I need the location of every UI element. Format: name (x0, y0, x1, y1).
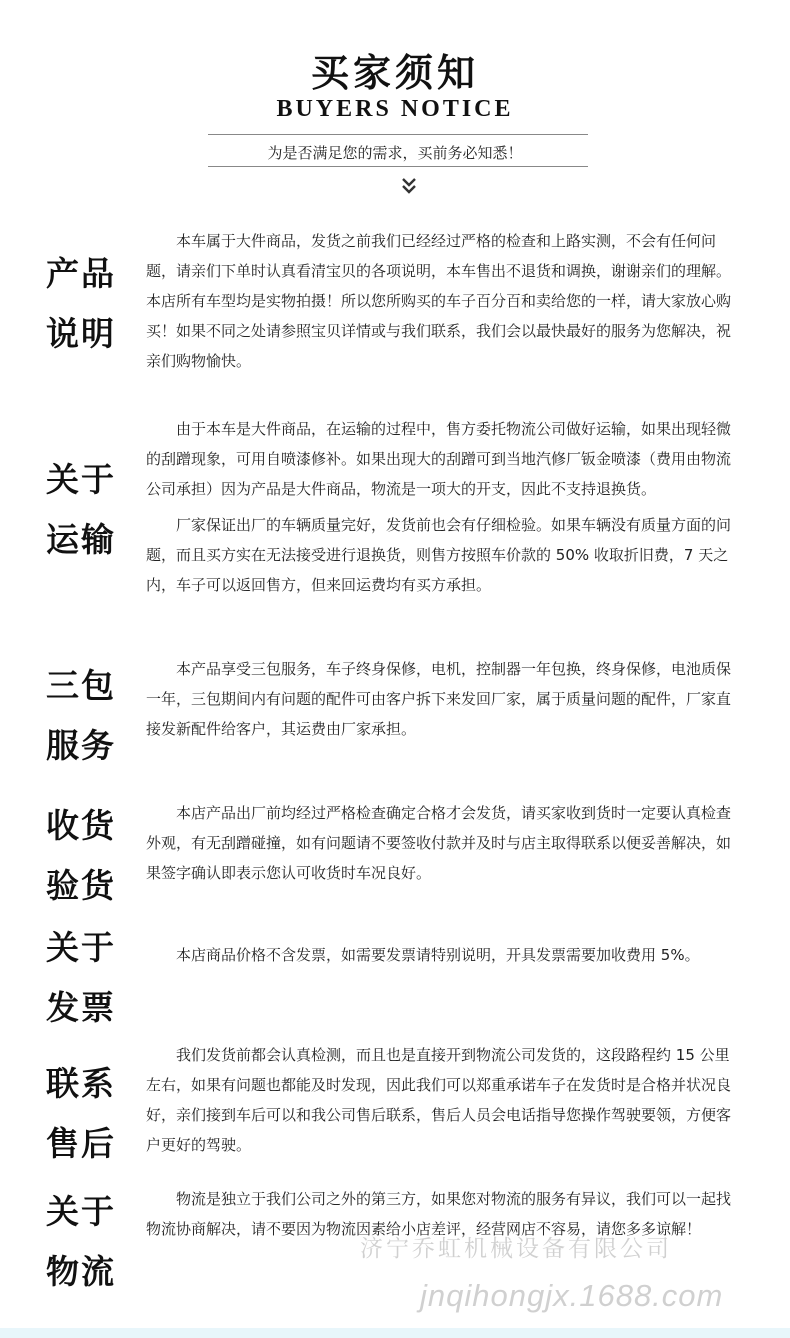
title-english: BUYERS NOTICE (276, 96, 514, 122)
subtitle: 为是否满足您的需求，买前务必知悉！ (267, 144, 523, 162)
section-label: 关于 发票 (46, 928, 116, 1027)
section-label: 关于 物流 (46, 1192, 116, 1291)
section-text: 本店商品价格不含发票，如需要发票请特别说明，开具发票需要加收费用 5%。 (176, 946, 700, 964)
section-text: 我们发货前都会认真检测，而且也是直接开到物流公司发货的，这段路程约 15 公里左右，如果有问题也都能及时发现，因此我们可以郑重承诺车子在发货时是合格并状况良好，亲们接到车后可以和我公司售后联系，售后人员会电话指导您操作驾驶要领，方便客户更好的驾驶。 (146, 1046, 732, 1154)
section-text: 本产品享受三包服务，车子终身保修，电机，控制器一年包换，终身保修，电池质保一年，三包期间内有问题的配件可由客户拆下来发回厂家，属于质量问题的配件，厂家直接发新配件给客户，其运费由厂家承担。 (146, 660, 732, 738)
section-text: 本车属于大件商品，发货之前我们已经经过严格的检查和上路实测，不会有任何问题，请亲们下单时认真看清宝贝的各项说明，本车售出不退货和调换，谢谢亲们的理解。本店所有车型均是实物拍摄！所以您所购买的车子百分百和卖给您的一样，请大家放心购买！如果不同之处请参照宝贝详情或与我们联系，我们会以最快最好的服务为您解决，祝亲们购物愉快。 (146, 232, 732, 370)
section-label: 产品 说明 (46, 254, 116, 353)
bottom-band (0, 1328, 790, 1338)
title-chinese: 买家须知 (310, 50, 479, 95)
section-label: 收货 验货 (46, 806, 116, 905)
section-text: 本店产品出厂前均经过严格检查确定合格才会发货，请买家收到货时一定要认真检查外观，有无刮蹭碰撞，如有问题请不要签收付款并及时与店主取得联系以便妥善解决，如果签字确认即表示您认可收货时车况良好。 (146, 804, 732, 882)
section-text: 物流是独立于我们公司之外的第三方，如果您对物流的服务有异议，我们可以一起找物流协商解决，请不要因为物流因素给小店差评，经营网店不容易，请您多多谅解！ (146, 1190, 732, 1238)
notice-header (0, 0, 790, 210)
section-label: 三包 服务 (46, 666, 116, 765)
section-text: 由于本车是大件商品，在运输的过程中，售方委托物流公司做好运输，如果出现轻微的刮蹭现象，可用自喷漆修补。如果出现大的刮蹭可到当地汽修厂钣金喷漆（费用由物流公司承担）因为产品是大件商品，物流是一项大的开支，因此不支持退换货。 厂家保证出厂的车辆质量完好，发货前也会有仔细检验。如果车辆没有质量方面的问题，而且买方实在无法接受进行退换货，则售方按照车价款的 50% 收取折旧费，7 天之内，车子可以返回售方，但来回运费均有买方承担。 (146, 420, 732, 594)
divider-top (208, 134, 588, 135)
section-label: 联系 售后 (46, 1064, 116, 1163)
divider-bottom (208, 166, 588, 167)
double-chevron-down-icon (401, 176, 417, 196)
watermark-url: jnqihongjx.1688.com (420, 1278, 724, 1313)
section-label: 关于 运输 (46, 460, 116, 559)
watermark-company: 济宁乔虹机械设备有限公司 (360, 1236, 672, 1262)
